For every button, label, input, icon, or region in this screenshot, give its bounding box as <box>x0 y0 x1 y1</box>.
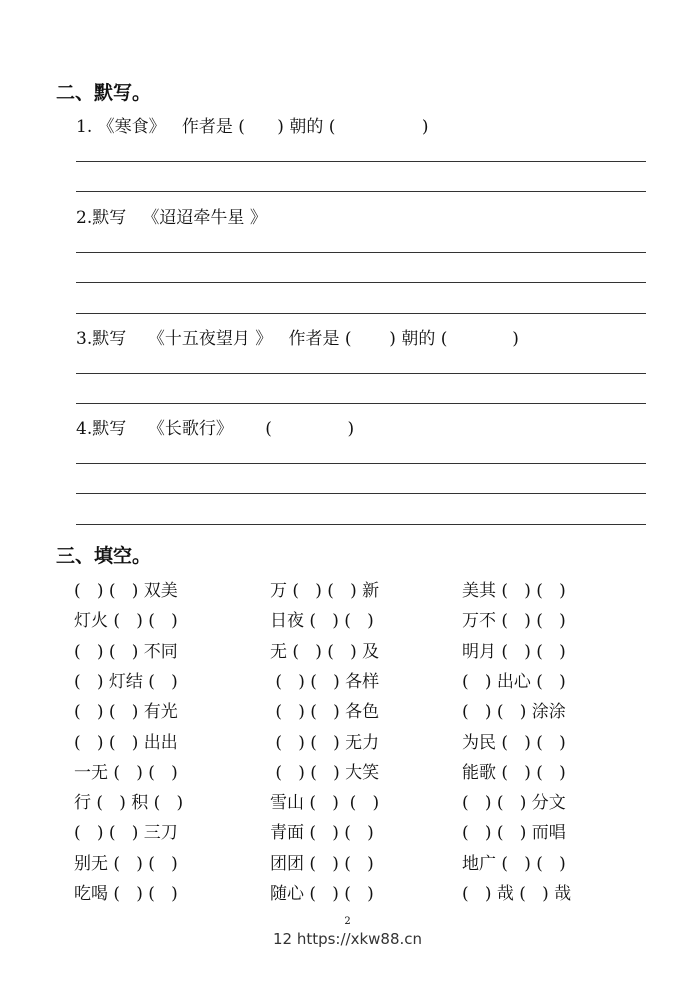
answer-line <box>76 524 646 525</box>
fill-in-item: ( ) 出心 ( ) <box>462 671 566 692</box>
fill-in-item: 地广 ( ) ( ) <box>462 853 566 874</box>
fill-in-item: 灯火 ( ) ( ) <box>74 611 178 632</box>
fill-in-item: 团团 ( ) ( ) <box>270 853 374 874</box>
fill-in-item: 明月 ( ) ( ) <box>462 641 566 662</box>
fill-in-item: 能歌 ( ) ( ) <box>462 762 566 783</box>
answer-line <box>76 463 646 464</box>
fill-in-item: ( ) ( ) 出出 <box>74 732 178 753</box>
fill-in-item: ( ) 哉 ( ) 哉 <box>462 884 572 904</box>
fill-in-item: 青面 ( ) ( ) <box>270 823 374 844</box>
fill-in-item: 美其 ( ) ( ) <box>462 581 566 601</box>
fill-in-item: ( ) ( ) 各样 <box>270 671 380 692</box>
footer-watermark: 12 https://xkw88.cn <box>272 930 423 948</box>
fill-in-item: 别无 ( ) ( ) <box>74 853 178 874</box>
fill-in-item: 万 ( ) ( ) 新 <box>270 581 380 601</box>
fill-in-item: ( ) ( ) 各色 <box>270 702 380 723</box>
question-4: 4.默写 《长歌行》 ( ) <box>76 419 355 439</box>
page-number: 2 <box>344 916 351 927</box>
fill-in-item: ( ) ( ) 不同 <box>74 641 178 662</box>
fill-in-item: ( ) ( ) 无力 <box>270 732 380 753</box>
answer-line <box>76 373 646 374</box>
question-3: 3.默写 《十五夜望月 》 作者是 ( ) 朝的 ( ) <box>76 329 519 349</box>
answer-line <box>76 282 646 283</box>
fill-in-item: 日夜 ( ) ( ) <box>270 611 374 632</box>
fill-in-item: ( ) ( ) 三刀 <box>74 823 178 844</box>
fill-in-item: 万不 ( ) ( ) <box>462 611 566 632</box>
fill-in-item: ( ) ( ) 有光 <box>74 702 178 723</box>
fill-in-item: ( ) ( ) 大笑 <box>270 762 380 783</box>
fill-in-item: ( ) 灯结 ( ) <box>74 671 178 692</box>
fill-in-item: ( ) ( ) 分文 <box>462 793 566 814</box>
fill-in-item: ( ) ( ) 而唱 <box>462 823 566 844</box>
fill-in-item: ( ) ( ) 涂涂 <box>462 702 566 723</box>
fill-in-item: 无 ( ) ( ) 及 <box>270 641 380 662</box>
fill-in-item: 吃喝 ( ) ( ) <box>74 884 178 904</box>
answer-line <box>76 493 646 494</box>
fill-in-item: 一无 ( ) ( ) <box>74 762 178 783</box>
question-2: 2.默写 《迢迢牵牛星 》 <box>76 208 267 228</box>
fill-in-item: 行 ( ) 积 ( ) <box>74 793 184 814</box>
fill-in-item: 雪山 ( ) ( ) <box>270 793 380 814</box>
section-2-title: 二、默写。 <box>56 82 152 104</box>
question-1: 1. 《寒食》 作者是 ( ) 朝的 ( ) <box>76 117 429 137</box>
section-3-title: 三、填空。 <box>56 545 152 567</box>
answer-line <box>76 403 646 404</box>
answer-line <box>76 313 646 314</box>
answer-line <box>76 161 646 162</box>
fill-in-item: ( ) ( ) 双美 <box>74 581 178 601</box>
fill-in-item: 为民 ( ) ( ) <box>462 732 566 753</box>
fill-in-item: 随心 ( ) ( ) <box>270 884 374 904</box>
answer-line <box>76 252 646 253</box>
answer-line <box>76 191 646 192</box>
